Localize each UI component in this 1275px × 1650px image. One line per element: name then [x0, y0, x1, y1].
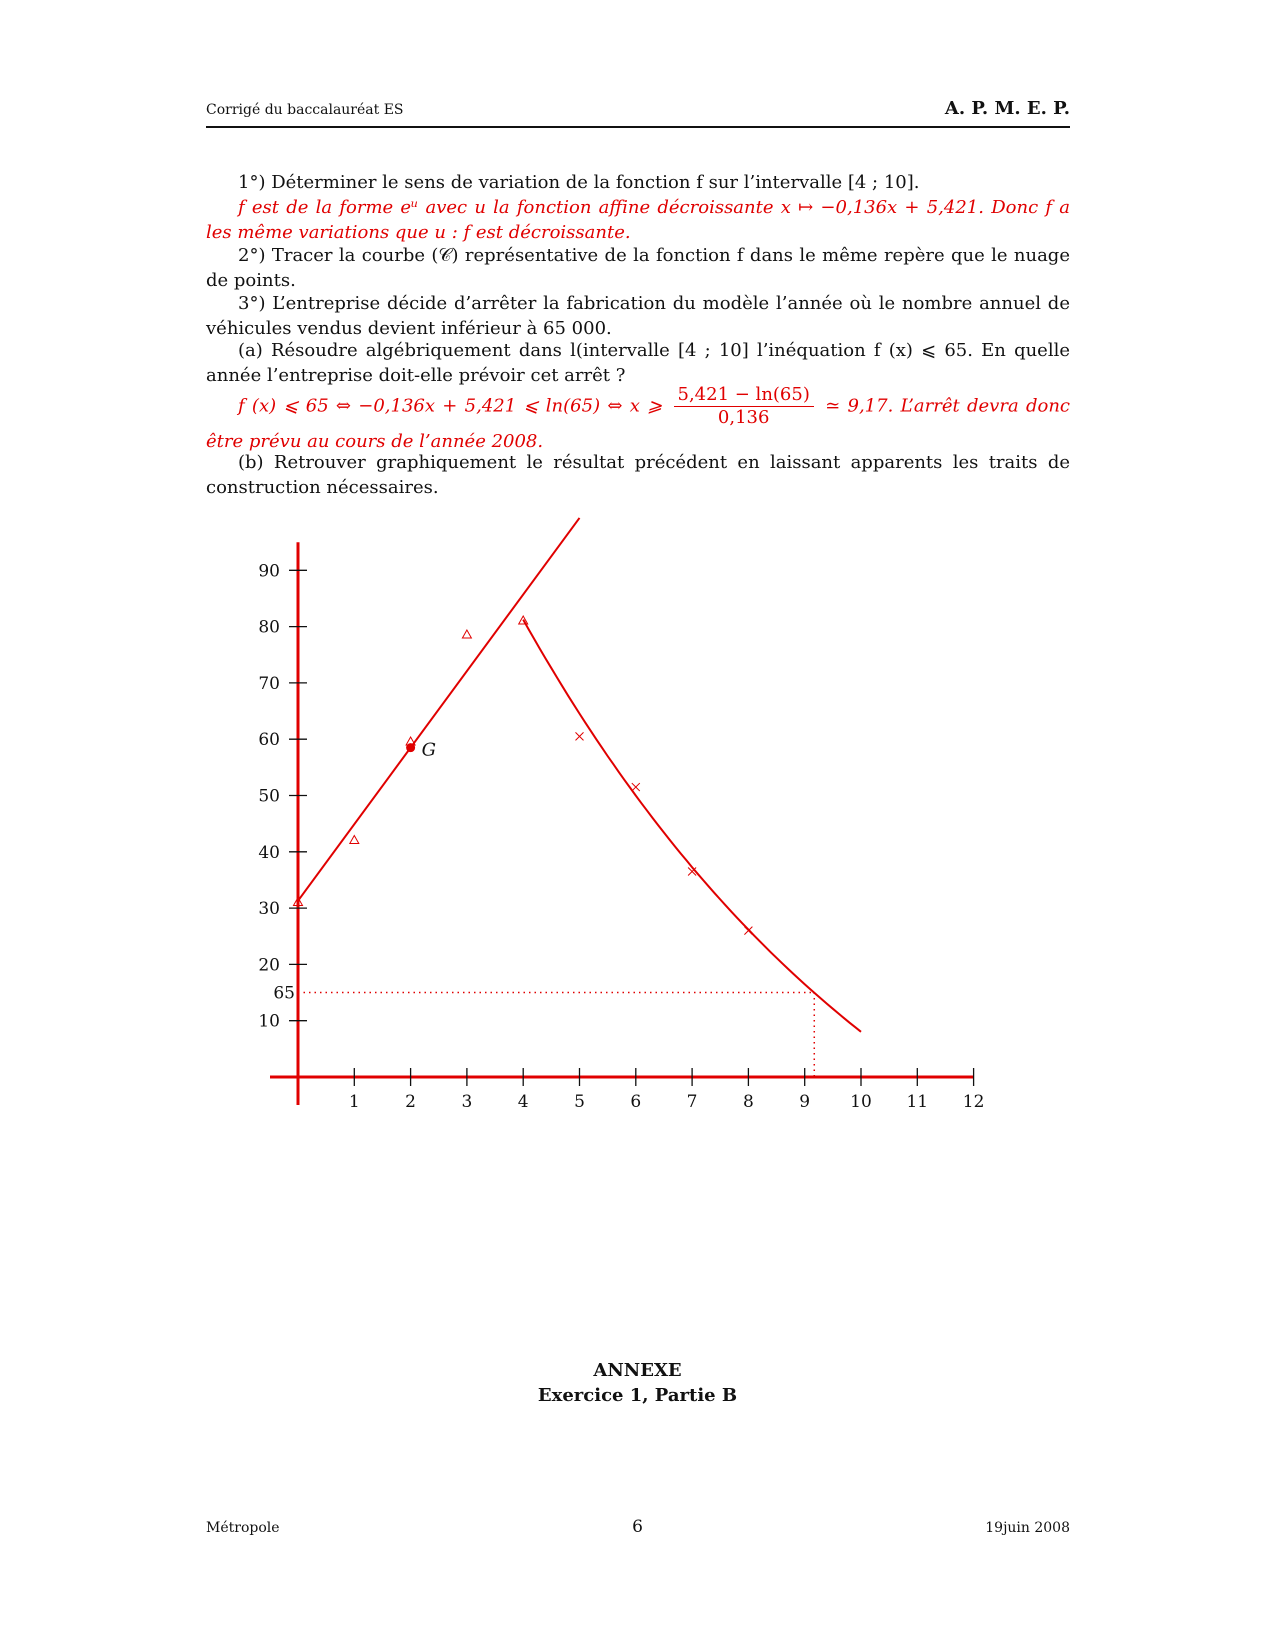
y-tick-label: 10 — [258, 1011, 280, 1032]
cross-point — [744, 927, 752, 935]
fraction-numerator: 5,421 − ln(65) — [674, 384, 814, 407]
point-g — [406, 743, 415, 752]
annexe-title: ANNEXE — [593, 1360, 682, 1381]
x-tick-label: 11 — [906, 1092, 929, 1112]
annexe-subtitle: Exercice 1, Partie B — [537, 1385, 738, 1406]
header-right: A. P. M. E. P. — [944, 98, 1070, 119]
x-tick-label: 5 — [574, 1092, 585, 1112]
footer-left: Métropole — [206, 1520, 280, 1536]
x-tick-label: 6 — [630, 1092, 642, 1112]
threshold-label: 65 — [273, 983, 295, 1004]
point-g-label: G — [421, 739, 436, 761]
x-tick-label: 8 — [742, 1092, 754, 1112]
x-tick-label: 12 — [962, 1092, 985, 1112]
question-3b-text: (b) Retrouver graphiquement le résultat précédent en laissant apparents les traits de construction nécessaires. — [206, 452, 1070, 498]
x-tick-label: 3 — [461, 1092, 473, 1112]
function-curve — [523, 620, 861, 1032]
x-tick-label: 1 — [348, 1092, 360, 1112]
x-tick-label: 7 — [686, 1092, 698, 1112]
y-tick-label: 20 — [258, 955, 280, 976]
footer-page-number: 6 — [632, 1517, 643, 1537]
axes — [258, 542, 984, 1112]
triangle-point — [462, 630, 471, 638]
y-tick-label: 40 — [258, 842, 280, 863]
triangle-point — [350, 836, 359, 844]
answer-3a-rhs: ≃ 9,17. L’arrêt devra donc être prévu au cours de l’année 2008. — [206, 395, 1070, 452]
answer-3a-lhs: f (x) ⩽ 65 ⇔ −0,136x + 5,421 ⩽ ln(65) ⇔ x ⩾ — [238, 395, 663, 417]
y-tick-label: 80 — [258, 617, 280, 638]
question-1-text: 1°) Déterminer le sens de variation de la fonction f sur l’intervalle [4 ; 10]. — [238, 172, 920, 193]
cross-point — [576, 732, 584, 740]
header-left: Corrigé du baccalauréat ES — [206, 102, 404, 118]
x-tick-label: 9 — [799, 1092, 811, 1112]
y-tick-label: 70 — [258, 673, 280, 694]
cross-point — [632, 783, 640, 791]
footer-right: 19juin 2008 — [985, 1520, 1070, 1536]
y-tick-label: 90 — [258, 561, 280, 582]
y-tick-label: 60 — [258, 730, 280, 751]
fraction-denominator: 0,136 — [717, 407, 770, 428]
chart-marks — [273, 518, 861, 1077]
x-tick-label: 10 — [850, 1092, 872, 1112]
x-tick-label: 2 — [405, 1092, 417, 1112]
question-3a-text: (a) Résoudre algébriquement dans l(intervalle [4 ; 10] l’inéquation f (x) ⩽ 65. En quelle année l’entreprise doit-elle prévoir cet arrêt ? — [206, 340, 1070, 386]
question-2-text: 2°) Tracer la courbe (𝒞) représentative de la fonction f dans le même repère que le nuage de points. — [206, 245, 1070, 291]
y-tick-label: 30 — [258, 899, 280, 920]
question-3-text: 3°) L’entreprise décide d’arrêter la fabrication du modèle l’année où le nombre annuel de véhicules vendus devient inférieur à 65 000. — [206, 293, 1070, 339]
answer-1-text: f est de la forme eᵘ avec u la fonction affine décroissante x ↦ −0,136x + 5,421. Donc f a les même variations que u : f est décroissante. — [206, 197, 1070, 243]
x-tick-label: 4 — [517, 1092, 529, 1112]
regression-line — [298, 518, 580, 901]
y-tick-label: 50 — [258, 786, 280, 807]
